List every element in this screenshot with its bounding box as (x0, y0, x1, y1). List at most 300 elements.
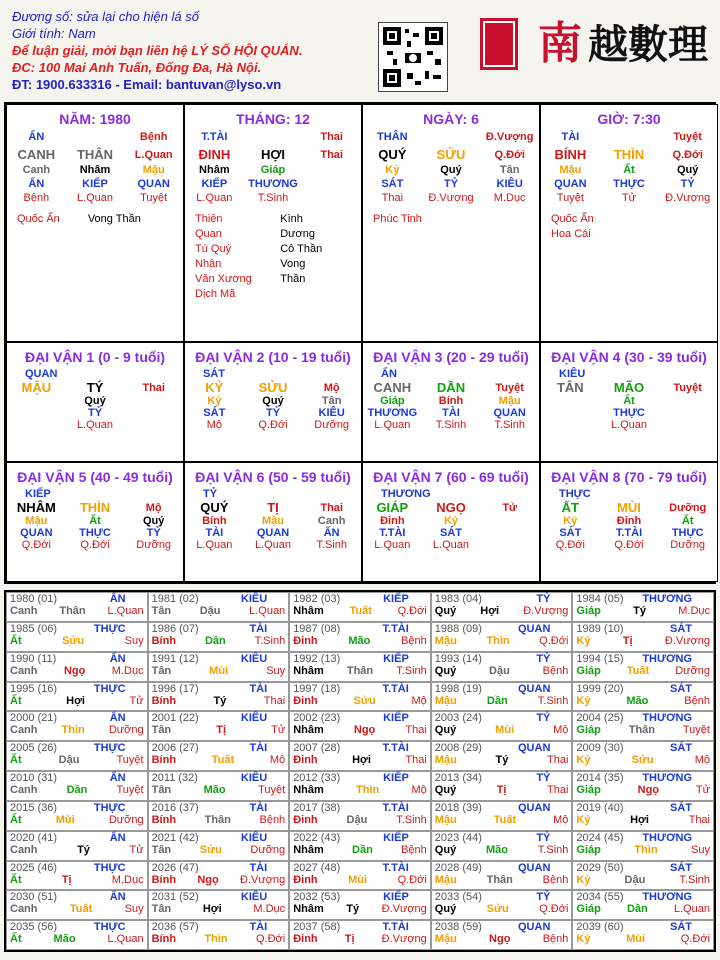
year-label: 1984 (05) (576, 593, 624, 605)
year-stage: Q.Đới (539, 903, 569, 916)
hidden-stem-row (7, 539, 183, 551)
hidden-stem: L.Quan (196, 539, 233, 551)
year-branch: Thân (346, 664, 374, 677)
year-stem: Kỷ (576, 694, 591, 707)
year-row-bottom (293, 874, 427, 886)
hidden-stem-row (7, 527, 183, 539)
dai-van-main-row (185, 500, 361, 515)
year-stage: Dưỡng (675, 664, 710, 677)
year-row-bottom (576, 903, 710, 915)
god-label: Thai (320, 131, 343, 143)
year-god: ẤN (109, 831, 126, 844)
year-row-top (10, 772, 144, 784)
year-row-bottom (435, 874, 569, 886)
year-god: QUAN (518, 622, 551, 635)
qr-code-icon (378, 22, 448, 92)
year-branch: Mùi (348, 873, 368, 886)
year-branch: Thân (204, 813, 231, 826)
year-stage: Q.Đới (680, 933, 710, 946)
year-cell (289, 920, 431, 950)
year-row-bottom (293, 933, 427, 945)
hidden-stem-row (7, 515, 183, 527)
year-branch: Tuất (493, 813, 517, 826)
year-stem: Bính (151, 754, 177, 767)
year-label: 1980 (01) (10, 593, 58, 605)
hidden-stem-row (541, 395, 717, 407)
year-stem: Ất (10, 933, 22, 946)
annual-luck-grid (4, 590, 716, 952)
hidden-stem-row (541, 419, 717, 431)
year-stem: Tân (151, 784, 172, 796)
earthly-branch: SỬU (436, 147, 466, 162)
year-branch: Tị (344, 933, 355, 946)
year-label: 1995 (16) (10, 682, 58, 695)
year-stage: Bệnh (401, 843, 427, 856)
year-cell (289, 771, 431, 801)
pillar-top-row (363, 131, 539, 143)
spirit-star-column (195, 212, 266, 302)
year-label: 2032 (53) (293, 891, 341, 904)
year-branch: Mùi (55, 813, 75, 826)
year-god: SÁT (670, 622, 692, 635)
year-stage: Q.Đới (397, 873, 427, 886)
year-stem: Ất (10, 813, 22, 826)
year-branch: Mão (203, 784, 226, 796)
year-cell (572, 711, 714, 741)
year-label: 1997 (18) (293, 682, 341, 695)
hidden-stem: Ất (623, 395, 635, 407)
year-row-top (293, 832, 427, 844)
year-cell (431, 652, 573, 682)
year-stage: T.Sinh (537, 843, 569, 856)
year-cell (289, 711, 431, 741)
hidden-stem: THỰC (79, 527, 111, 539)
year-row-top (293, 653, 427, 665)
year-label: 2025 (46) (10, 861, 58, 874)
spirit-star: Thiên Quan (195, 213, 223, 240)
year-row-bottom (435, 665, 569, 677)
year-stem: Kỷ (576, 933, 591, 946)
pillar-cell (540, 104, 718, 342)
year-row-bottom (152, 605, 286, 617)
spirit-star: Vong Thần (280, 258, 306, 285)
spirit-star: Dịch Mã (195, 288, 236, 300)
year-god: KIẾP (383, 772, 409, 784)
year-cell (289, 682, 431, 712)
year-label: 2028 (49) (434, 861, 482, 874)
hidden-stem: THỰC (671, 527, 704, 539)
earthly-branch: THÂN (76, 147, 114, 162)
year-god: KIẾP (383, 593, 409, 605)
year-cell (572, 622, 714, 652)
hidden-stem: Mậu (142, 164, 165, 176)
year-row-top (576, 921, 710, 933)
year-stem: Canh (10, 664, 38, 677)
year-branch: Dậu (624, 873, 646, 886)
hidden-stem: Q.Đới (258, 419, 288, 431)
year-cell (289, 741, 431, 771)
year-cell (572, 682, 714, 712)
year-branch: Tý (213, 694, 227, 707)
year-god: KIÊU (240, 652, 268, 665)
year-god: ẤN (109, 891, 126, 904)
year-god: TÀI (249, 861, 268, 874)
hidden-stem: L.Quan (76, 192, 114, 204)
year-stem: Mậu (434, 933, 457, 946)
year-row-bottom (10, 695, 144, 707)
year-stage: Dưỡng (108, 724, 144, 737)
year-stage: Bệnh (401, 634, 427, 647)
year-label: 1991 (12) (151, 652, 199, 665)
year-cell (431, 890, 573, 920)
year-row-top (435, 772, 569, 784)
dai-van-title: ĐẠI VẬN 2 (10 - 19 tuổi) (195, 349, 351, 365)
stage-label: Q.Đới (494, 148, 525, 161)
year-stem: Nhâm (293, 724, 324, 737)
dai-van-cell (540, 462, 718, 582)
earthly-branch: SỬU (258, 380, 288, 395)
year-cell (289, 652, 431, 682)
stage-label: L.Quan (134, 148, 173, 161)
year-stage: Tuyệt (682, 724, 710, 737)
year-label: 2008 (29) (434, 742, 482, 755)
year-god: ẤN (109, 712, 126, 725)
hidden-stem: QUAN (554, 178, 587, 190)
pillar-main-row (363, 147, 539, 162)
year-row-bottom (152, 724, 286, 736)
year-label: 2001 (22) (151, 712, 199, 725)
year-stem: Tân (151, 843, 172, 856)
year-stem: Ất (10, 634, 22, 647)
hidden-stem: T.Sinh (494, 419, 525, 431)
year-branch: Thân (628, 724, 655, 737)
year-stage: Q.Đới (397, 605, 427, 617)
year-label: 2016 (37) (151, 801, 199, 814)
year-branch: Sửu (486, 903, 509, 916)
year-label: 2035 (56) (10, 921, 58, 934)
pillar-title: NGÀY: 6 (423, 111, 479, 127)
year-label: 2003 (24) (434, 712, 482, 725)
dai-van-god: ẤN (381, 368, 397, 380)
year-stem: Canh (10, 843, 38, 856)
year-row-top (10, 891, 144, 903)
year-stem: Quý (434, 664, 457, 677)
year-stem: Đinh (293, 933, 318, 946)
year-row-top (293, 593, 427, 605)
pillar-top-row (7, 131, 183, 143)
year-row-bottom (10, 784, 144, 796)
year-branch: Tị (61, 873, 72, 886)
hidden-stem: Đ.Vượng (428, 192, 474, 204)
logo (478, 10, 708, 76)
year-row-bottom (10, 665, 144, 677)
stage-label: Mộ (145, 501, 162, 514)
year-cell (431, 622, 573, 652)
year-row-bottom (152, 933, 286, 945)
year-row-top (435, 802, 569, 814)
year-row-bottom (293, 784, 427, 796)
year-stage: Tử (129, 694, 144, 707)
hidden-stem: TỶ (87, 407, 103, 419)
year-god: T.TÀI (382, 921, 409, 934)
dai-van-title: ĐẠI VẬN 6 (50 - 59 tuổi) (195, 469, 351, 485)
year-stem: Kỷ (576, 873, 591, 886)
god-label: T.TÀI (201, 131, 228, 143)
pillar-main-row (541, 147, 717, 162)
year-label: 1988 (09) (434, 622, 482, 635)
year-label: 1982 (03) (293, 593, 341, 605)
address-line: ĐC: 100 Mai Anh Tuấn, Đống Đa, Hà Nội. (12, 60, 262, 75)
hidden-stem-row (541, 539, 717, 551)
earthly-branch: MÙI (617, 500, 641, 515)
spirit-star: Văn Xương (195, 273, 252, 285)
year-stage: Suy (124, 634, 144, 647)
god-label: Đ.Vượng (485, 131, 534, 143)
pillar-title: NĂM: 1980 (59, 111, 131, 127)
year-god: THƯƠNG (642, 772, 692, 784)
year-row-top (152, 891, 286, 903)
year-branch: Hợi (202, 903, 222, 916)
year-label: 2033 (54) (434, 891, 482, 904)
dai-van-god: KIẾP (25, 488, 51, 500)
year-branch: Mùi (495, 724, 515, 737)
hidden-stem-row (185, 407, 361, 419)
year-label: 2031 (52) (151, 891, 199, 904)
year-cell (148, 801, 290, 831)
year-row-top (435, 712, 569, 724)
spirit-stars (541, 212, 717, 242)
spirit-star: Kình Dương (280, 213, 315, 240)
god-label: TÀI (561, 131, 580, 143)
hidden-stem: QUAN (493, 407, 526, 419)
year-cell (6, 861, 148, 891)
year-row-bottom (10, 814, 144, 826)
hidden-stem: T.Sinh (257, 192, 289, 204)
hidden-stem: Tân (321, 395, 342, 407)
hidden-stem: Q.Đới (614, 539, 644, 551)
bazi-chart (4, 102, 716, 584)
year-god: TÀI (249, 682, 268, 695)
year-branch: Hợi (630, 813, 649, 826)
year-row-bottom (152, 844, 286, 856)
year-stem: Giáp (576, 724, 601, 737)
hidden-stem: ẤN (28, 178, 45, 190)
year-stem: Mậu (434, 754, 457, 767)
hidden-stem: L.Quan (432, 539, 470, 551)
hidden-stem: T.Sinh (435, 419, 467, 431)
year-stem: Quý (434, 605, 457, 617)
year-row-top (293, 891, 427, 903)
year-row-bottom (152, 784, 286, 796)
year-stem: Ất (10, 694, 22, 707)
year-row-top (576, 653, 710, 665)
dai-van-cell (184, 342, 362, 462)
year-cell (572, 771, 714, 801)
year-god: KIẾP (383, 712, 409, 725)
year-label: 2038 (59) (434, 921, 482, 934)
year-label: 2013 (34) (434, 772, 482, 784)
year-stage: Đ.Vượng (240, 873, 286, 886)
dai-van-title: ĐẠI VẬN 5 (40 - 49 tuổi) (17, 469, 173, 485)
hidden-stem: Kỷ (385, 164, 400, 176)
year-stem: Bính (151, 694, 177, 707)
heavenly-stem: KỶ (205, 380, 224, 395)
year-row-top (576, 742, 710, 754)
year-label: 2039 (60) (576, 921, 624, 934)
hidden-stem-row (7, 164, 183, 176)
stage-label: Dưỡng (669, 501, 707, 514)
year-branch: Ngọ (353, 724, 376, 737)
hidden-stem: ẤN (323, 527, 340, 539)
dai-van-god: KIÊU (559, 368, 586, 380)
hidden-stem: SÁT (559, 527, 582, 539)
dai-van-god: THỰC (559, 488, 591, 500)
spirit-stars (185, 212, 361, 302)
hidden-stem: Bệnh (23, 192, 50, 204)
year-god: KIÊU (240, 593, 268, 605)
year-stage: Mộ (411, 784, 427, 796)
hidden-stem: Giáp (380, 395, 405, 407)
year-label: 2014 (35) (576, 772, 624, 784)
year-stage: Mộ (553, 724, 569, 737)
hidden-stem: Canh (317, 515, 346, 527)
year-label: 2021 (42) (151, 831, 199, 844)
year-stem: Nhâm (293, 784, 324, 796)
stage-label: Tuyệt (673, 381, 702, 394)
year-row-bottom (152, 635, 286, 647)
earthly-branch: TỊ (267, 500, 279, 515)
dai-van-cell (362, 342, 540, 462)
hidden-stem: Kỷ (207, 395, 222, 407)
hidden-stem: Mộ (206, 419, 222, 431)
year-row-bottom (10, 605, 144, 617)
dai-van-title: ĐẠI VẬN 1 (0 - 9 tuổi) (24, 349, 165, 365)
year-label: 2019 (40) (576, 801, 624, 814)
year-god: TỶ (536, 831, 551, 844)
hidden-stem-row (7, 192, 183, 204)
year-stem: Tân (151, 605, 172, 617)
contact-line: Để luận giải, mời bạn liên hệ LÝ SỐ HỘI QUÁN. (12, 43, 303, 58)
year-god: THƯƠNG (642, 831, 692, 844)
hidden-stem-row (185, 164, 361, 176)
year-label: 2005 (26) (10, 742, 58, 755)
dai-van-title: ĐẠI VẬN 8 (70 - 79 tuổi) (551, 469, 707, 485)
hidden-stem: THƯƠNG (248, 178, 298, 190)
year-stem: Bính (151, 933, 177, 946)
hidden-stem-row (541, 178, 717, 190)
hidden-stem: Kỷ (443, 515, 459, 527)
hidden-stem: Dưỡng (314, 419, 350, 431)
year-row-top (152, 683, 286, 695)
year-god: SÁT (670, 921, 692, 934)
year-branch: Thìn (634, 843, 658, 856)
year-branch: Hợi (352, 754, 371, 767)
year-cell (148, 831, 290, 861)
year-stem: Đinh (293, 873, 318, 886)
year-branch: Thìn (486, 634, 510, 647)
year-cell (431, 771, 573, 801)
year-row-top (435, 832, 569, 844)
year-row-top (293, 683, 427, 695)
year-label: 2036 (57) (151, 921, 199, 934)
year-cell (148, 920, 290, 950)
year-row-bottom (435, 724, 569, 736)
year-label: 1990 (11) (10, 652, 57, 665)
year-stage: Bệnh (542, 664, 569, 677)
hidden-stem-row (363, 192, 539, 204)
year-stem: Quý (434, 843, 457, 856)
year-label: 2015 (36) (10, 801, 58, 814)
year-god: QUAN (518, 801, 551, 814)
year-row-top (576, 832, 710, 844)
hidden-stem: Đ.Vượng (665, 192, 711, 204)
hidden-stem: Q.Đới (80, 539, 110, 551)
year-branch: Dần (66, 784, 88, 796)
year-stem: Bính (151, 634, 177, 647)
hidden-stem-row (541, 192, 717, 204)
year-row-top (10, 683, 144, 695)
hidden-stem-row (541, 164, 717, 176)
year-stage: Tuyệt (116, 784, 144, 796)
year-label: 2012 (33) (293, 772, 341, 784)
hidden-stem: KIẾP (82, 178, 108, 190)
year-row-top (10, 862, 144, 874)
year-stage: Thai (405, 724, 427, 737)
hidden-stem: M.Dục (493, 192, 526, 204)
year-stage: Tử (695, 784, 710, 796)
heavenly-stem: CANH (17, 147, 56, 162)
hidden-stem: TỶ (265, 407, 281, 419)
hidden-stem: KIÊU (318, 407, 345, 419)
hidden-stem-row (541, 515, 717, 527)
year-branch: Thìn (61, 724, 85, 737)
hidden-stem: Ất (89, 515, 101, 527)
hidden-stem: Tân (499, 164, 520, 176)
year-stage: Mộ (694, 754, 710, 767)
dai-van-god: SÁT (203, 368, 225, 380)
hidden-stem: L.Quan (374, 419, 411, 431)
year-branch: Hợi (66, 694, 85, 707)
hidden-stem: Mậu (498, 395, 521, 407)
dai-van-main-row (7, 380, 183, 395)
year-row-top (435, 742, 569, 754)
dai-van-main-row (363, 500, 539, 515)
year-stage: M.Dục (111, 664, 144, 677)
year-label: 1986 (07) (151, 622, 199, 635)
spirit-star-column (17, 212, 74, 227)
spirit-star-column (280, 212, 347, 302)
year-cell (6, 831, 148, 861)
year-cell (6, 771, 148, 801)
year-stage: Suy (691, 843, 710, 856)
dai-van-main-row (541, 380, 717, 395)
year-stage: Bệnh (259, 813, 286, 826)
earthly-branch: DẦN (436, 380, 466, 395)
hidden-stem: TỶ (443, 178, 459, 190)
year-stage: T.Sinh (254, 634, 286, 647)
year-branch: Dần (626, 903, 648, 916)
svg-text:越數理: 越數理 (588, 21, 708, 68)
stage-label: Tuyệt (495, 381, 524, 394)
hidden-stem-row (541, 527, 717, 539)
year-stem: Quý (434, 903, 457, 916)
earthly-branch: THÌN (79, 500, 111, 515)
year-row-bottom (293, 814, 427, 826)
year-label: 2010 (31) (10, 772, 58, 784)
year-god: SÁT (670, 801, 692, 814)
year-god: THỰC (93, 682, 126, 695)
year-god: TỶ (536, 712, 551, 725)
